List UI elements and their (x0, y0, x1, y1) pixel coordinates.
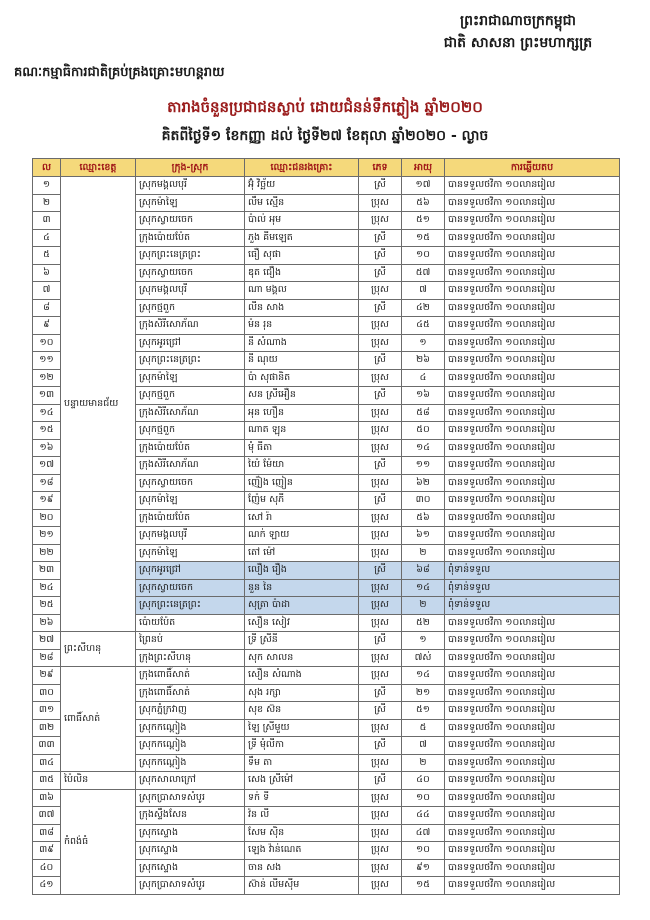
row-number: ៣៧ (33, 807, 61, 825)
age-cell: ៤០ (402, 772, 445, 790)
victim-name-cell: ណាត ឡុន (245, 422, 359, 440)
sex-cell: ស្រី (359, 229, 402, 247)
district-cell: ក្រុងស្ទឹងសែន (136, 807, 245, 825)
victim-name-cell: ណា មង្គល (245, 282, 359, 300)
col-header-victim-name: ឈ្មោះជនរងគ្រោះ (245, 159, 359, 177)
row-number: ១១ (33, 352, 61, 370)
district-cell: ស្រុកស្ទោង (136, 824, 245, 842)
response-cell: បានទទួលថវិកា ១០លានរៀល (445, 334, 620, 352)
sex-cell: ប្រុស (359, 422, 402, 440)
age-cell: ៤ (402, 369, 445, 387)
kingdom-header (408, 10, 628, 54)
age-cell: ១៤ (402, 439, 445, 457)
province-cell: ប៉ៃលិន (61, 772, 136, 790)
district-cell: ក្រុងសិរីសោភ័ណ (136, 404, 245, 422)
age-cell: ១១ (402, 457, 445, 475)
victim-name-cell: សៅ រ៉ា (245, 509, 359, 527)
row-number: ១០ (33, 334, 61, 352)
response-cell: បានទទួលថវិកា ១០លានរៀល (445, 212, 620, 230)
sex-cell: ប្រុស (359, 877, 402, 895)
table-row (33, 667, 620, 685)
victim-name-cell: ណក់ ឡាយ (245, 527, 359, 545)
response-cell: បានទទួលថវិកា ១០លានរៀល (445, 702, 620, 720)
district-cell: ប៉ោយប៉ែត (136, 614, 245, 632)
row-number: ៦ (33, 264, 61, 282)
victim-name-cell: ទ្រី ស្រីនី (245, 632, 359, 650)
district-cell: ស្រុកព្រះនេត្រព្រះ (136, 597, 245, 615)
row-number: ៤១ (33, 877, 61, 895)
response-cell: បានទទួលថវិកា ១០លានរៀល (445, 842, 620, 860)
response-cell: បានទទួលថវិកា ១០លានរៀល (445, 264, 620, 282)
sex-cell: ប្រុស (359, 334, 402, 352)
row-number: ៩ (33, 317, 61, 335)
row-number: ៣ (33, 212, 61, 230)
province-cell: ព្រះសីហនុ (61, 632, 136, 667)
row-number: ៤ (33, 229, 61, 247)
row-number: ១៤ (33, 404, 61, 422)
victim-name-cell: សុក សាលន (245, 649, 359, 667)
sex-cell: ប្រុស (359, 317, 402, 335)
age-cell: ១៥ (402, 229, 445, 247)
victim-name-cell: លឹម ស្មើន (245, 194, 359, 212)
response-cell: បានទទួលថវិកា ១០លានរៀល (445, 614, 620, 632)
age-cell: ៤៤ (402, 807, 445, 825)
age-cell: ៤៧ (402, 824, 445, 842)
district-cell: ស្រុកស្វាយចេក (136, 579, 245, 597)
victim-name-cell: យ៉ៃ ម៉ែយា (245, 457, 359, 475)
sex-cell: ស្រី (359, 299, 402, 317)
response-cell: បានទទួលថវិកា ១០លានរៀល (445, 317, 620, 335)
row-number: ៨ (33, 299, 61, 317)
district-cell: ស្រុកសាលាក្រៅ (136, 772, 245, 790)
district-cell: ក្រុងពោធិ៍សាត់ (136, 684, 245, 702)
response-cell: បានទទួលថវិកា ១០លានរៀល (445, 737, 620, 755)
age-cell: ២ (402, 597, 445, 615)
province-cell: ពោធិ៍សាត់ (61, 667, 136, 772)
age-cell: ១ (402, 632, 445, 650)
district-cell: ស្រុកមង្គលបុរី (136, 527, 245, 545)
victim-name-cell: នួន នៃ (245, 579, 359, 597)
document-subtitle: គិតពីថ្ងៃទី១ ខែកញ្ញា ដល់ ថ្ងៃទី២៧ ខែតុលា ឆ្នាំ២០២០ - ល្ងាច (161, 128, 489, 144)
row-number: ៥ (33, 247, 61, 265)
response-cell: បានទទួលថវិកា ១០លានរៀល (445, 667, 620, 685)
district-cell: ស្រុកព្រះនេត្រព្រះ (136, 352, 245, 370)
age-cell: ៦២ (402, 474, 445, 492)
sex-cell: ប្រុស (359, 667, 402, 685)
victim-name-cell: ភួង គីមឡេត (245, 229, 359, 247)
age-cell: ៥៨ (402, 404, 445, 422)
response-cell: បានទទួលថវិកា ១០លានរៀល (445, 824, 620, 842)
sex-cell: ប្រុស (359, 719, 402, 737)
victim-name-cell: ធឿ សុផា (245, 247, 359, 265)
row-number: ១ (33, 177, 61, 195)
document-title: តារាងចំនួនប្រជាជនស្លាប់ ដោយជំនន់ទឹកភ្លៀង ឆ្នាំ២០២០ (167, 98, 483, 116)
response-cell: បានទទួលថវិកា ១០លានរៀល (445, 404, 620, 422)
district-cell: ក្រុងប៉ោយប៉ែត (136, 229, 245, 247)
district-cell: ក្រុងសិរីសោភ័ណ (136, 317, 245, 335)
row-number: ១៦ (33, 439, 61, 457)
victim-name-cell: អ៊ុំ វិច្ឆ័យ (245, 177, 359, 195)
row-number: ១៩ (33, 492, 61, 510)
age-cell: ៥ (402, 719, 445, 737)
age-cell: ៧ (402, 737, 445, 755)
age-cell: ៤២ (402, 299, 445, 317)
age-cell: ៥១ (402, 212, 445, 230)
response-cell: បានទទួលថវិកា ១០លានរៀល (445, 352, 620, 370)
response-cell: ពុំទាន់ទទួល (445, 597, 620, 615)
age-cell: ១៤ (402, 579, 445, 597)
response-cell: បានទទួលថវិកា ១០លានរៀល (445, 387, 620, 405)
row-number: ៣១ (33, 702, 61, 720)
sex-cell: ប្រុស (359, 614, 402, 632)
victim-name-cell: សន ស្រីអឿន (245, 387, 359, 405)
response-cell: បានទទួលថវិកា ១០លានរៀល (445, 229, 620, 247)
national-motto: ជាតិ សាសនា ព្រះមហាក្សត្រ (443, 35, 593, 51)
district-cell: ក្រុងសិរីសោភ័ណ (136, 457, 245, 475)
age-cell: ៥៦ (402, 509, 445, 527)
response-cell: បានទទួលថវិកា ១០លានរៀល (445, 649, 620, 667)
table-row (33, 632, 620, 650)
sex-cell: ប្រុស (359, 527, 402, 545)
col-header-district: ក្រុង-ស្រុក (136, 159, 245, 177)
district-cell: ស្រុកប្រាសាទសំបូរ (136, 877, 245, 895)
row-number: ៣៨ (33, 824, 61, 842)
sex-cell: ស្រី (359, 492, 402, 510)
response-cell: បានទទួលថវិកា ១០លានរៀល (445, 422, 620, 440)
victim-name-cell: លឿង រឿង (245, 562, 359, 580)
district-cell: ព្រៃនប់ (136, 632, 245, 650)
table-body (33, 177, 620, 895)
victim-name-cell: លីន សាង (245, 299, 359, 317)
victim-name-cell: ទ្រី មុំលីកា (245, 737, 359, 755)
victim-name-cell: ប៉ាល់ អុម (245, 212, 359, 230)
kingdom-name: ព្រះរាជាណាចក្រកម្ពុជា (459, 13, 576, 29)
district-cell: ក្រុងប៉ោយប៉ែត (136, 439, 245, 457)
response-cell: បានទទួលថវិកា ១០លានរៀល (445, 282, 620, 300)
row-number: ២១ (33, 527, 61, 545)
victim-name-cell: សឿន សៀវ (245, 614, 359, 632)
age-cell: ២ (402, 754, 445, 772)
col-header-no: ល (33, 159, 61, 177)
row-number: ៣៦ (33, 789, 61, 807)
sex-cell: ប្រុស (359, 212, 402, 230)
response-cell: បានទទួលថវិកា ១០លានរៀល (445, 684, 620, 702)
response-cell: បានទទួលថវិកា ១០លានរៀល (445, 544, 620, 562)
victim-name-cell: សឿន សំណាង (245, 667, 359, 685)
row-number: ១២ (33, 369, 61, 387)
table-header-row (33, 159, 620, 177)
victim-name-cell: ប៉ា សុផានិត (245, 369, 359, 387)
age-cell: ១០ (402, 247, 445, 265)
district-cell: ស្រុកកណ្ដៀង (136, 737, 245, 755)
response-cell: បានទទួលថវិកា ១០លានរៀល (445, 509, 620, 527)
district-cell: ស្រុកថ្មពួក (136, 299, 245, 317)
age-cell: ៩១ (402, 859, 445, 877)
sex-cell: ប្រុស (359, 789, 402, 807)
sex-cell: ប្រុស (359, 282, 402, 300)
response-cell: បានទទួលថវិកា ១០លានរៀល (445, 789, 620, 807)
age-cell: ១៧ (402, 177, 445, 195)
sex-cell: ស្រី (359, 702, 402, 720)
row-number: ២០ (33, 509, 61, 527)
age-cell: ៥៦ (402, 194, 445, 212)
response-cell: បានទទួលថវិកា ១០លានរៀល (445, 807, 620, 825)
victim-name-cell: សេង ស្រីម៉ៅ (245, 772, 359, 790)
province-cell: កំពង់ធំ (61, 789, 136, 894)
age-cell: ៣០ (402, 492, 445, 510)
district-cell: ស្រុកម៉ាឡៃ (136, 492, 245, 510)
row-number: ៣៤ (33, 754, 61, 772)
district-cell: ស្រុកមង្គលបុរី (136, 282, 245, 300)
sex-cell: ស្រី (359, 684, 402, 702)
victim-name-cell: សែម ស៊ិន (245, 824, 359, 842)
age-cell: ៥០ (402, 422, 445, 440)
victim-name-cell: ទឹម តា (245, 754, 359, 772)
col-header-response: ការឆ្លើយតប (445, 159, 620, 177)
sex-cell: ស្រី (359, 737, 402, 755)
table-row (33, 772, 620, 790)
victim-name-cell: វ៉ន លី (245, 807, 359, 825)
response-cell: បានទទួលថវិកា ១០លានរៀល (445, 492, 620, 510)
row-number: ១៥ (33, 422, 61, 440)
victim-name-cell: ញ៉ៀង ញៀន (245, 474, 359, 492)
sex-cell: ប្រុស (359, 597, 402, 615)
response-cell: បានទទួលថវិកា ១០លានរៀល (445, 457, 620, 475)
response-cell: បានទទួលថវិកា ១០លានរៀល (445, 719, 620, 737)
victim-name-cell: សុង រក្សា (245, 684, 359, 702)
sex-cell: ប្រុស (359, 474, 402, 492)
district-cell: ស្រុកកណ្ដៀង (136, 719, 245, 737)
victim-name-cell: ញ៉ែម សុភី (245, 492, 359, 510)
row-number: ២៥ (33, 597, 61, 615)
age-cell: ៧ (402, 282, 445, 300)
age-cell: ៦១ (402, 527, 445, 545)
sex-cell: ប្រុស (359, 754, 402, 772)
district-cell: ក្រុងពោធិ៍សាត់ (136, 667, 245, 685)
row-number: ១៨ (33, 474, 61, 492)
victim-name-cell: មុំ ធីតា (245, 439, 359, 457)
response-cell: បានទទួលថវិកា ១០លានរៀល (445, 474, 620, 492)
district-cell: ក្រុងប៉ោយប៉ែត (136, 509, 245, 527)
sex-cell: ប្រុស (359, 369, 402, 387)
district-cell: ស្រុកកណ្ដៀង (136, 754, 245, 772)
sex-cell: ប្រុស (359, 579, 402, 597)
row-number: ២៨ (33, 649, 61, 667)
ministry-name: គណៈកម្មាធិការជាតិគ្រប់គ្រងគ្រោះមហន្តរាយ (14, 65, 225, 80)
age-cell: ១៤ (402, 667, 445, 685)
response-cell: បានទទួលថវិកា ១០លានរៀល (445, 754, 620, 772)
col-header-province: ឈ្មោះខេត្ត (61, 159, 136, 177)
age-cell: ៤៥ (402, 317, 445, 335)
sex-cell: ប្រុស (359, 859, 402, 877)
victim-name-cell: ម៉ន រុន (245, 317, 359, 335)
sex-cell: ប្រុស (359, 509, 402, 527)
sex-cell: ប្រុស (359, 439, 402, 457)
row-number: ៤០ (33, 859, 61, 877)
row-number: ២៩ (33, 667, 61, 685)
response-cell: បានទទួលថវិកា ១០លានរៀល (445, 299, 620, 317)
sex-cell: ប្រុស (359, 404, 402, 422)
col-header-age: អាយុ (402, 159, 445, 177)
response-cell: បានទទួលថវិកា ១០លានរៀល (445, 877, 620, 895)
sex-cell: ស្រី (359, 177, 402, 195)
province-cell: បន្ទាយមានជ័យ (61, 177, 136, 632)
victim-name-cell: អុន ហឿន (245, 404, 359, 422)
response-cell: បានទទួលថវិកា ១០លានរៀល (445, 247, 620, 265)
victim-name-cell: ឌុត ជឿង (245, 264, 359, 282)
age-cell: ១០ (402, 789, 445, 807)
response-cell: ពុំទាន់ទទួល (445, 579, 620, 597)
victim-name-cell: សុត្រា ប៉ាដា (245, 597, 359, 615)
age-cell: ១៦ (402, 387, 445, 405)
age-cell: ១ (402, 334, 445, 352)
response-cell: បានទទួលថវិកា ១០លានរៀល (445, 772, 620, 790)
age-cell: ៧ស់ (402, 649, 445, 667)
row-number: ៣២ (33, 719, 61, 737)
row-number: ២៣ (33, 562, 61, 580)
row-number: ២២ (33, 544, 61, 562)
row-number: ៣៣ (33, 737, 61, 755)
district-cell: ស្រុកម៉ាឡៃ (136, 369, 245, 387)
response-cell: ពុំទាន់ទទួល (445, 562, 620, 580)
district-cell: ស្រុកថ្មពួក (136, 422, 245, 440)
district-cell: ស្រុកព្រះនេត្រព្រះ (136, 247, 245, 265)
victim-name-cell: ស៊ាន់ លីមស៊ីម (245, 877, 359, 895)
sex-cell: ស្រី (359, 562, 402, 580)
sex-cell: ប្រុស (359, 194, 402, 212)
age-cell: ២១ (402, 684, 445, 702)
response-cell: បានទទួលថវិកា ១០លានរៀល (445, 194, 620, 212)
sex-cell: ស្រី (359, 772, 402, 790)
age-cell: ៥៧ (402, 264, 445, 282)
sex-cell: ប្រុស (359, 824, 402, 842)
district-cell: ស្រុកស្ទោង (136, 859, 245, 877)
sex-cell: ស្រី (359, 352, 402, 370)
age-cell: ១៥ (402, 877, 445, 895)
age-cell: ៦៨ (402, 562, 445, 580)
district-cell: ស្រុកស្វាយចេក (136, 212, 245, 230)
row-number: ២ (33, 194, 61, 212)
row-number: ៣០ (33, 684, 61, 702)
victim-name-cell: នី ណុយ (245, 352, 359, 370)
district-cell: ស្រុកអូរជ្រៅ (136, 334, 245, 352)
sex-cell: ស្រី (359, 387, 402, 405)
col-header-sex: ភេទ (359, 159, 402, 177)
district-cell: ស្រុកថ្មពួក (136, 387, 245, 405)
response-cell: បានទទួលថវិកា ១០លានរៀល (445, 439, 620, 457)
victim-name-cell: សុខ ស៊ន (245, 702, 359, 720)
row-number: ២៧ (33, 632, 61, 650)
victim-name-cell: ឡៃ ស្រីមួយ (245, 719, 359, 737)
sex-cell: ស្រី (359, 457, 402, 475)
district-cell: ស្រុកមង្គលបុរី (136, 177, 245, 195)
row-number: ៧ (33, 282, 61, 300)
sex-cell: ប្រុស (359, 807, 402, 825)
row-number: ១៣ (33, 387, 61, 405)
sex-cell: ប្រុស (359, 649, 402, 667)
sex-cell: ស្រី (359, 247, 402, 265)
victim-name-cell: នី សំណាង (245, 334, 359, 352)
district-cell: ស្រុកម៉ាឡៃ (136, 194, 245, 212)
row-number: ២៦ (33, 614, 61, 632)
row-number: ១៧ (33, 457, 61, 475)
table-row (33, 789, 620, 807)
response-cell: បានទទួលថវិកា ១០លានរៀល (445, 859, 620, 877)
response-cell: បានទទួលថវិកា ១០លានរៀល (445, 632, 620, 650)
victim-name-cell: ឡេង វ៉ាន់ណេត (245, 842, 359, 860)
victims-table (32, 158, 620, 895)
row-number: ៣៥ (33, 772, 61, 790)
district-cell: ស្រុកស្ទោង (136, 842, 245, 860)
response-cell: បានទទួលថវិកា ១០លានរៀល (445, 369, 620, 387)
age-cell: ៥១ (402, 702, 445, 720)
victim-name-cell: ចាន សង (245, 859, 359, 877)
victim-name-cell: តៅ ម៉ៅ (245, 544, 359, 562)
sex-cell: ប្រុស (359, 544, 402, 562)
sex-cell: ស្រី (359, 632, 402, 650)
row-number: ២៤ (33, 579, 61, 597)
district-cell: ស្រុកអូរជ្រៅ (136, 562, 245, 580)
age-cell: ២៦ (402, 352, 445, 370)
district-cell: ស្រុកស្វាយចេក (136, 264, 245, 282)
district-cell: ស្រុកស្វាយចេក (136, 474, 245, 492)
table-row (33, 177, 620, 195)
district-cell: ស្រុកភ្នំក្រវាញ (136, 702, 245, 720)
row-number: ៣៩ (33, 842, 61, 860)
district-cell: ស្រុកប្រាសាទសំបូរ (136, 789, 245, 807)
district-cell: ក្រុងព្រះសីហនុ (136, 649, 245, 667)
response-cell: បានទទួលថវិកា ១០លានរៀល (445, 177, 620, 195)
victim-name-cell: ទក់ ទី (245, 789, 359, 807)
district-cell: ស្រុកម៉ាឡៃ (136, 544, 245, 562)
age-cell: ២ (402, 544, 445, 562)
age-cell: ៥២ (402, 614, 445, 632)
sex-cell: ស្រី (359, 264, 402, 282)
age-cell: ១០ (402, 842, 445, 860)
response-cell: បានទទួលថវិកា ១០លានរៀល (445, 527, 620, 545)
sex-cell: ប្រុស (359, 842, 402, 860)
